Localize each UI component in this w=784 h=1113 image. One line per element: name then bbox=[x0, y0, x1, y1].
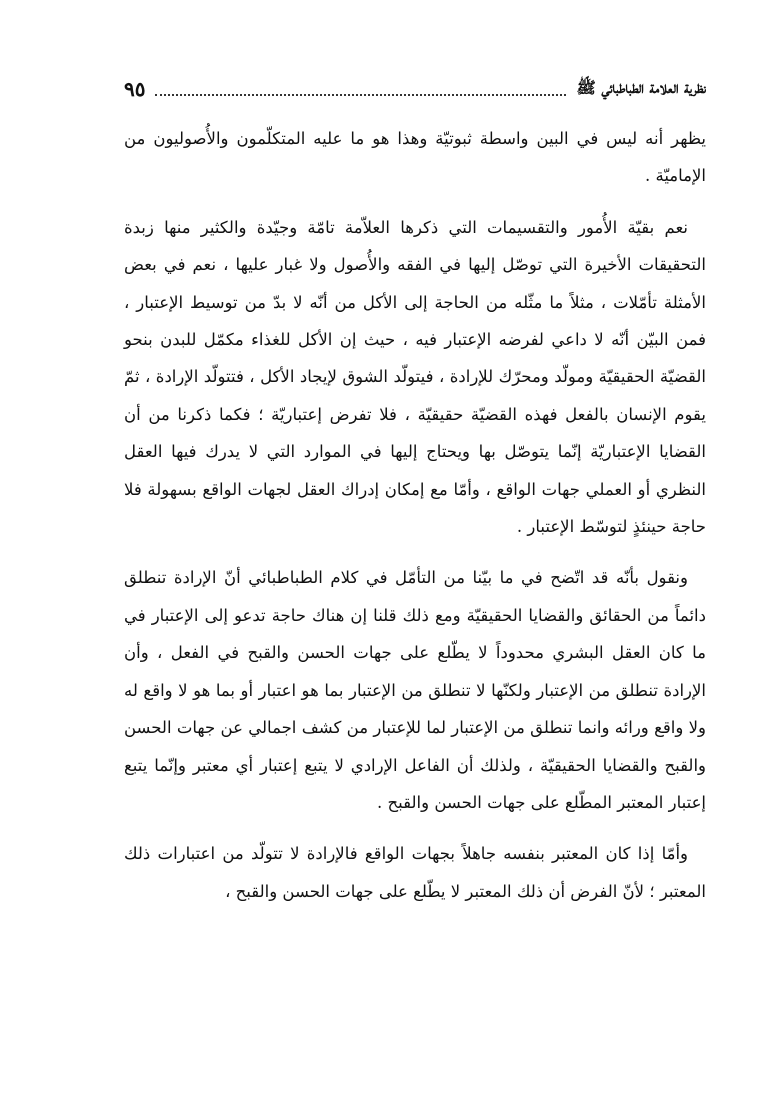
running-header bbox=[124, 74, 706, 104]
paragraph-4: وأمّا إذا كان المعتبر بنفسه جاهلاً بجهات الواقع فالإرادة لا تتولّد من اعتبارات ذلك المعتبر ؛ لأنّ الفرض أن ذلك المعتبر لا يطّلع على جهات الحسن والقبح ، bbox=[124, 844, 706, 901]
page-number: ٩٥ bbox=[124, 77, 146, 101]
paragraph-2: نعم بقيّة الأُمور والتقسيمات التي ذكرها العلاّمة تامّة وجيّدة والكثير منها زبدة التحقيقات الأخيرة التي توصّل إليها في الفقه والأُصول ولا غبار عليها ، نعم في بعض الأمثلة تأمّلات ، مثلاً ما مثّله من الحاجة إلى الأكل من أنّه لا بدّ من توسيط الإعتبار ، فمن البيّن أنّه لا داعي لفرضه الإعتبار فيه ، حيث إن الأكل للغذاء مكمّل للبدن بنحو القضيّة الحقيقيّة ومولّد ومحرّك للإرادة ، فيتولّد الشوق لإيجاد الأكل ، فتتولّد الإرادة ، ثمّ يقوم الإنسان بالفعل فهذه القضيّة حقيقيّة ، فلا تفرض إعتباريّة ؛ فكما ذكرنا من أن القضايا الإعتباريّة إنّما يتوصّل بها ويحتاج إليها في الموارد التي لا يدرك فيها العقل النظري أو العملي جهات الواقع ، وأمّا مع إمكان إدراك العقل لجهات الواقع بسهولة فلا حاجة حينئذٍ لتوسّط الإعتبار . bbox=[124, 217, 706, 537]
header-title: نظرية العلامة الطباطبائي ﷺ bbox=[576, 77, 706, 97]
body-text bbox=[124, 120, 706, 924]
paragraph-1: يظهر أنه ليس في البين واسطة ثبوتيّة وهذا هو ما عليه المتكلّمون والأُصوليون من الإماميّة . bbox=[124, 129, 706, 186]
paragraph-3: ونقول بأنّه قد اتّضح في ما بيّنا من التأمّل في كلام الطباطبائي أنّ الإرادة تنطلق دائماً من الحقائق والقضايا الحقيقيّة ومع ذلك قلنا إن هناك حاجة تدعو إلى الإعتبار في ما كان العقل البشري محدوداً لا يطّلع على جهات الحسن والقبح في الفعل ، وأن الإرادة تنطلق من الإعتبار ولكنّها لا تنطلق من الإعتبار بما هو اعتبار أو بما هو لا واقع له ولا واقع ورائه وانما تنطلق من الإعتبار لما للإعتبار من كشف اجمالي عن جهات الحسن والقبح والقضايا الحقيقيّة ، ولذلك أن الفاعل الإرادي لا يتبع إعتبار أي معتبر وإنّما يتبع إعتبار المعتبر المطّلع على جهات الحسن والقبح . bbox=[124, 568, 706, 812]
header-dot-leader bbox=[155, 82, 566, 96]
